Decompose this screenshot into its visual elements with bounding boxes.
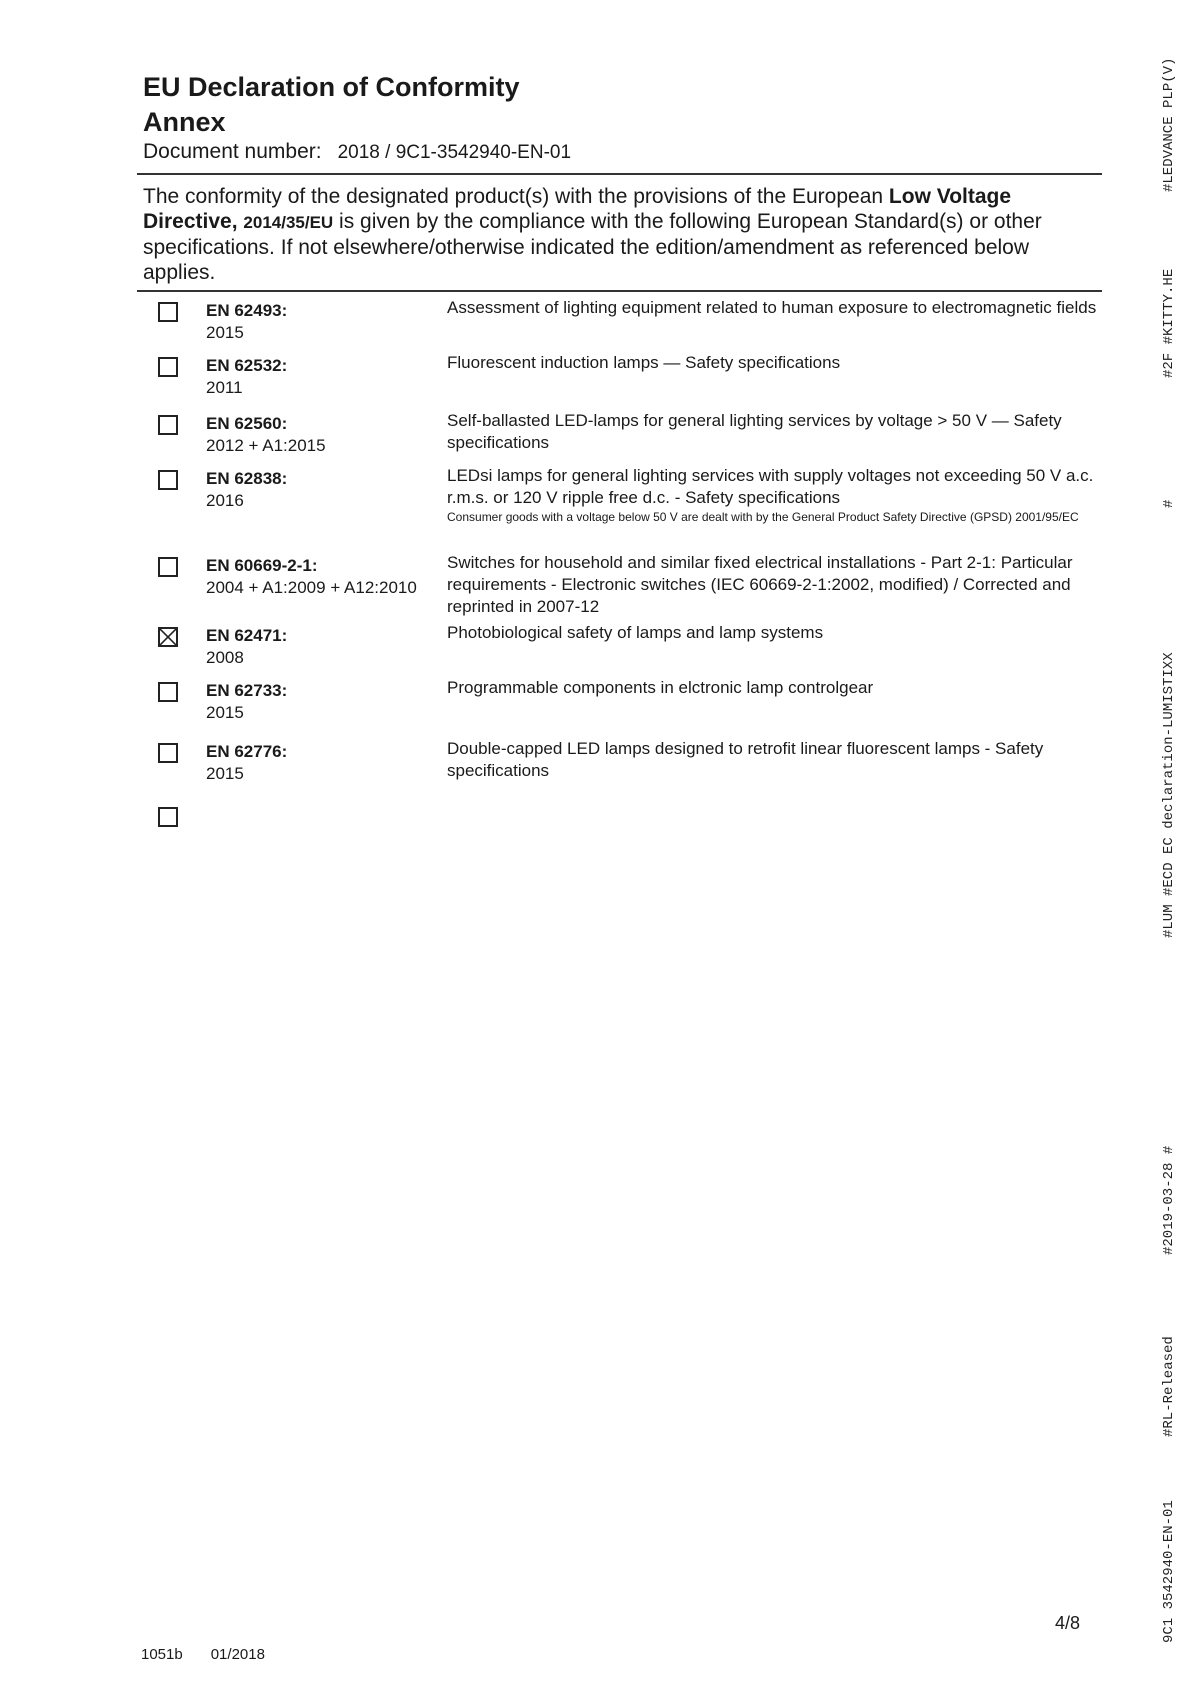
standard-description [447, 410, 1102, 454]
standard-description-text: Programmable components in elctronic lamp controlgear [447, 678, 874, 697]
side-stamp-docnum: 9C1 3542940-EN-01 [1161, 1500, 1177, 1643]
checkbox[interactable] [158, 807, 178, 827]
standard-description [447, 352, 1102, 374]
title-line-2: Annex [143, 107, 226, 137]
checkbox[interactable] [158, 557, 178, 577]
standard-id [206, 468, 446, 512]
document-number [143, 139, 571, 166]
standard-code: EN 62471: [206, 626, 288, 645]
standard-edition: 2015 [206, 323, 244, 342]
standard-edition: 2012 + A1:2015 [206, 436, 326, 455]
standard-edition: 2016 [206, 491, 244, 510]
standard-id [206, 680, 446, 724]
standard-id [206, 625, 446, 669]
standard-id [206, 355, 446, 399]
top-divider [137, 173, 1102, 175]
standard-id [206, 300, 446, 344]
standard-description-text: Assessment of lighting equipment related to human exposure to electromagnetic fields [447, 298, 1097, 317]
standard-id [206, 555, 446, 599]
standard-edition: 2004 + A1:2009 + A12:2010 [206, 578, 417, 597]
standard-code: EN 62838: [206, 469, 288, 488]
standard-description-text: Self-ballasted LED-lamps for general lighting services by voltage > 50 V — Safety specifications [447, 411, 1062, 452]
standard-edition: 2008 [206, 648, 244, 667]
footer-form-code: 1051b [141, 1646, 183, 1663]
intro-text-2: is given by the compliance with the following European Standard(s) or other specifications. If not elsewhere/otherwise indicated the edition/amendment as referenced below applies. [143, 210, 1042, 284]
checkbox[interactable] [158, 302, 178, 322]
page-title [143, 70, 520, 140]
checkbox[interactable] [158, 627, 178, 647]
standard-description-text: Switches for household and similar fixed electrical installations - Part 2-1: Particular requirements - Electronic switches (IEC 60669-2-1:2002, modified) / Corrected and reprinted in 2007-12 [447, 553, 1073, 616]
standard-description-text: Photobiological safety of lamps and lamp systems [447, 623, 824, 642]
directive-name: Low Voltage Directive, [143, 185, 1012, 233]
side-stamp-hash: # [1161, 499, 1177, 508]
standard-description [447, 677, 1102, 699]
footer [141, 1646, 265, 1663]
checkbox[interactable] [158, 415, 178, 435]
side-stamp-declaration: #LUM #ECD EC declaration-LUMISTIXX [1161, 652, 1177, 938]
checkbox[interactable] [158, 682, 178, 702]
standard-description [447, 465, 1102, 525]
standard-code: EN 62733: [206, 681, 288, 700]
footer-form-date: 01/2018 [210, 1646, 265, 1663]
page-number: 4/8 [1055, 1613, 1081, 1633]
standard-description [447, 738, 1102, 782]
standard-edition: 2015 [206, 764, 244, 783]
bottom-divider [137, 290, 1102, 292]
standard-description-text: Double-capped LED lamps designed to retrofit linear fluorescent lamps - Safety specifications [447, 739, 1044, 780]
standard-code: EN 62560: [206, 414, 288, 433]
standard-description [447, 297, 1102, 319]
standard-code: EN 62532: [206, 356, 288, 375]
standard-edition: 2011 [206, 378, 243, 397]
document-number-label: Document number: [143, 140, 322, 163]
standard-code: EN 62776: [206, 742, 288, 761]
standard-code: EN 62493: [206, 301, 288, 320]
checkmark-cross-icon [160, 629, 176, 645]
side-stamp-released: #RL-Released [1161, 1336, 1177, 1437]
directive-ref: 2014/35/EU [243, 213, 334, 232]
standard-edition: 2015 [206, 703, 244, 722]
side-stamp-ledvance: #LEDVANCE PLP(V) [1161, 57, 1177, 192]
standard-note: Consumer goods with a voltage below 50 V are dealt with by the General Product Safety Directive (GPSD) 2001/95/EC [447, 510, 1079, 524]
checkbox[interactable] [158, 357, 178, 377]
standard-code: EN 60669-2-1: [206, 556, 318, 575]
standard-description-text: LEDsi lamps for general lighting services with supply voltages not exceeding 50 V a.c. r.m.s. or 120 V ripple free d.c. - Safety specifications [447, 466, 1094, 507]
document-number-value: 2018 / 9C1-3542940-EN-01 [337, 142, 572, 163]
intro-text-1: The conformity of the designated product(s) with the provisions of the European [143, 185, 889, 208]
standard-id [206, 741, 446, 785]
checkbox[interactable] [158, 470, 178, 490]
standard-description [447, 622, 1102, 644]
title-line-1: EU Declaration of Conformity [143, 72, 520, 102]
checkbox[interactable] [158, 743, 178, 763]
side-stamp-kitty: #2F #KITTY.HE [1161, 268, 1177, 378]
standard-description-text: Fluorescent induction lamps — Safety specifications [447, 353, 841, 372]
standard-id [206, 413, 446, 457]
standard-description [447, 552, 1102, 618]
intro-paragraph [143, 184, 1103, 285]
side-stamp-date: #2019-03-28 # [1161, 1145, 1177, 1255]
